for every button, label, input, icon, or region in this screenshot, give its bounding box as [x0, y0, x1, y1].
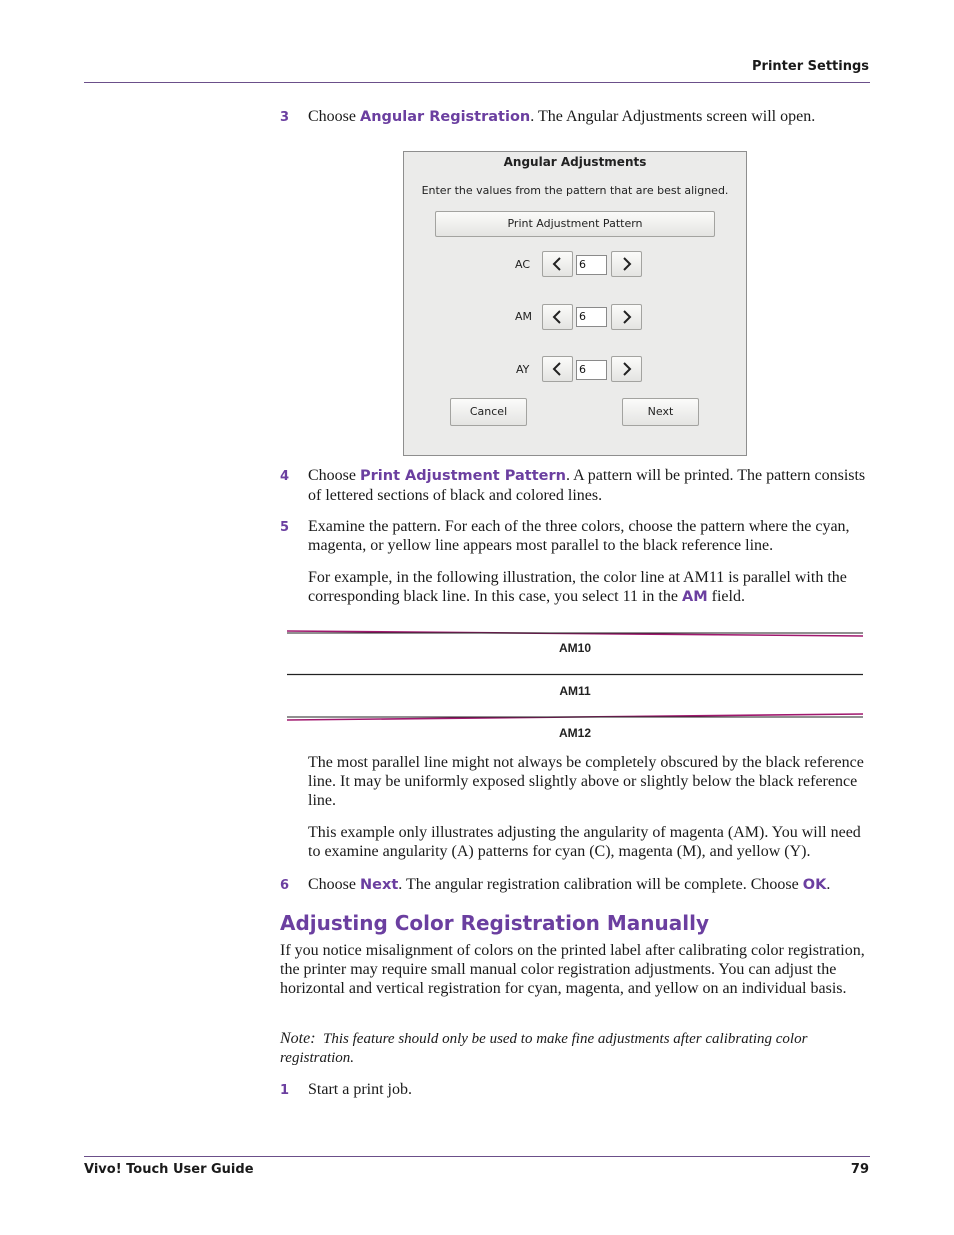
step-3-text: Choose Angular Registration. The Angular Adjustments screen will open. — [308, 108, 816, 125]
ay-increment-button[interactable] — [611, 356, 642, 382]
ac-value-field[interactable]: 6 — [576, 255, 607, 275]
running-header: Printer Settings — [752, 59, 869, 74]
chevron-left-icon — [543, 357, 572, 381]
header-rule — [84, 82, 870, 83]
angularity-note: This example only illustrates adjusting the angularity of magenta (AM). You will need to examine angularity (A) patterns for cyan (C), magenta (M), and yellow (Y). — [308, 824, 861, 860]
ac-label: AC — [515, 258, 531, 271]
page-number: 79 — [850, 1162, 869, 1177]
dialog-title: Angular Adjustments — [503, 155, 647, 169]
feature-note — [280, 1029, 870, 1068]
next-button[interactable]: Next — [622, 398, 699, 426]
step-5-example: For example, in the following illustration, the color line at AM11 is parallel with the corresponding black line. In this case, you select 11 in the AM field. — [308, 569, 847, 605]
keyword: OK — [802, 877, 827, 893]
ac-increment-button[interactable] — [611, 251, 642, 277]
step-number: 3 — [280, 110, 290, 125]
keyword: Next — [360, 877, 399, 893]
note-text: This feature should only be used to make fine adjustments after calibrating color registration. — [280, 1031, 808, 1066]
am10-lines — [287, 631, 863, 636]
note-label: Note: — [280, 1030, 316, 1047]
chevron-left-icon — [543, 305, 572, 329]
chevron-right-icon — [612, 252, 641, 276]
footer-guide-title: Vivo! Touch User Guide — [84, 1162, 254, 1177]
am10-label: AM10 — [558, 641, 591, 655]
chevron-right-icon — [612, 357, 641, 381]
keyword: Print Adjustment Pattern — [360, 468, 566, 484]
step-1-text: Start a print job. — [308, 1081, 412, 1098]
chevron-left-icon — [543, 252, 572, 276]
cancel-button[interactable]: Cancel — [450, 398, 527, 426]
am-decrement-button[interactable] — [542, 304, 573, 330]
step-number: 4 — [280, 469, 290, 484]
chevron-right-icon — [612, 305, 641, 329]
am12-label: AM12 — [558, 726, 591, 740]
am-value-field[interactable]: 6 — [576, 307, 607, 327]
step-number: 6 — [280, 878, 290, 893]
keyword: AM — [681, 589, 708, 605]
ay-value-field[interactable]: 6 — [576, 360, 607, 380]
section-heading: Adjusting Color Registration Manually — [280, 911, 710, 935]
ay-decrement-button[interactable] — [542, 356, 573, 382]
step-5-text: Examine the pattern. For each of the three colors, choose the pattern where the cyan, magenta, or yellow line appears most parallel to the black reference line. — [308, 518, 850, 554]
print-adjustment-pattern-button[interactable]: Print Adjustment Pattern — [435, 211, 715, 237]
footer-rule — [84, 1156, 870, 1157]
magenta-line — [287, 631, 863, 636]
dialog-instruction: Enter the values from the pattern that are best aligned. — [421, 184, 729, 197]
ay-label: AY — [516, 363, 530, 376]
magenta-line — [287, 714, 863, 720]
step-6-text: Choose Next. The angular registration calibration will be complete. Choose OK. — [308, 876, 831, 893]
am12-lines — [287, 714, 863, 720]
keyword: Angular Registration — [360, 109, 531, 125]
step-4-text: Choose Print Adjustment Pattern. A pattern will be printed. The pattern consists of lettered sections of black and colored lines. — [308, 467, 866, 504]
am11-label: AM11 — [559, 684, 591, 698]
step-number: 5 — [280, 520, 290, 535]
step-number: 1 — [280, 1083, 290, 1098]
am-increment-button[interactable] — [611, 304, 642, 330]
section-body: If you notice misalignment of colors on the printed label after calibrating color registration, the printer may require small manual color registration adjustments. You can adjust the horizontal and vertical registration for cyan, magenta, and yellow on an individual basis. — [280, 942, 865, 997]
ac-decrement-button[interactable] — [542, 251, 573, 277]
am-label: AM — [515, 310, 533, 323]
angular-adjustments-dialog — [403, 151, 747, 456]
parallel-note: The most parallel line might not always be completely obscured by the black reference line. It may be uniformly exposed slightly above or slightly below the black reference line. — [308, 754, 864, 809]
